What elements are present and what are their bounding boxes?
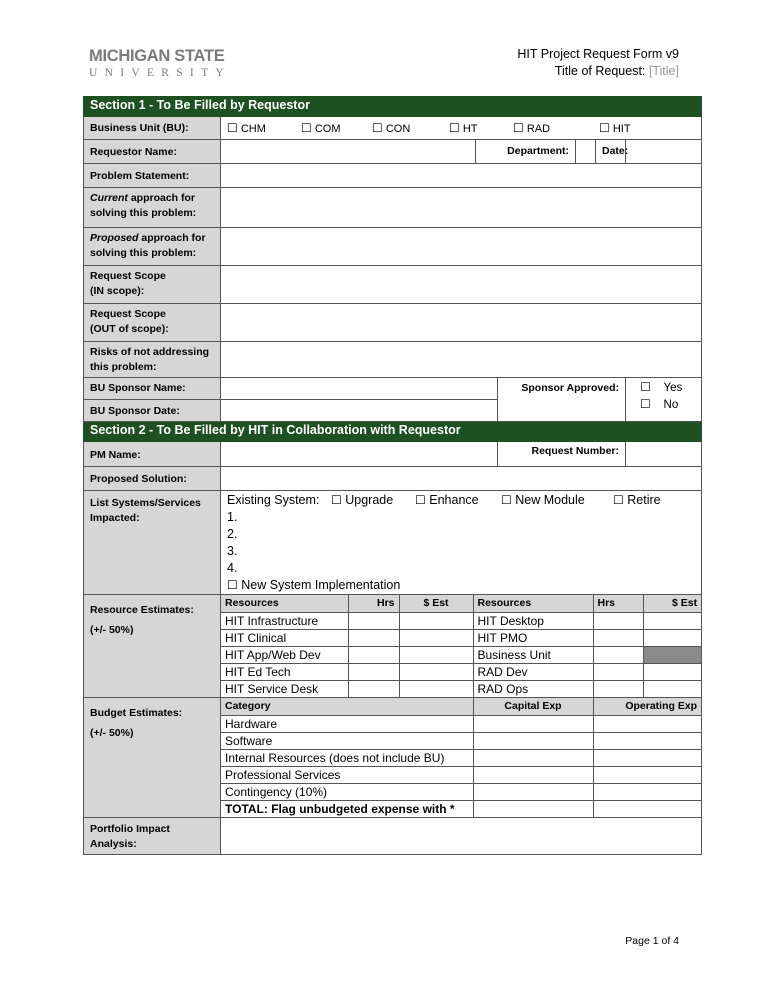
budget-header-category: Category [221,698,473,715]
sponsor-yes-option[interactable]: ☐ Yes [640,380,683,394]
form-name: HIT Project Request Form v9 [517,47,679,61]
business-unit-options [221,117,702,140]
title-placeholder[interactable]: [Title] [648,64,679,78]
bu-option-con[interactable]: ☐ CON [372,121,411,135]
resource-right: RAD Dev [473,663,593,680]
capital-total-cell[interactable] [473,800,593,817]
business-unit-label: Business Unit (BU): [84,117,221,140]
resource-right: HIT PMO [473,629,593,646]
bu-option-chm[interactable]: ☐ CHM [227,121,266,135]
current-approach-field[interactable] [221,188,702,228]
sponsor-no-option[interactable]: ☐ No [640,397,679,411]
budget-row [221,749,701,766]
system-option-new-module[interactable]: ☐ New Module [501,493,585,507]
page-number: Page 1 of 4 [625,935,679,947]
section-1-heading: Section 1 - To Be Filled by Requestor [84,97,702,117]
scope-out-label: Request Scope (OUT of scope): [84,304,221,342]
resource-row [221,612,701,629]
resource-left: HIT App/Web Dev [221,646,348,663]
hrs-cell[interactable] [348,612,399,629]
hrs-cell[interactable] [348,646,399,663]
resource-left: HIT Ed Tech [221,663,348,680]
problem-statement-label: Problem Statement: [84,164,221,188]
date-label: Date: [596,140,626,164]
pm-name-label: PM Name: [84,442,221,467]
budget-category: Hardware [221,715,473,732]
date-field[interactable] [626,140,702,164]
existing-system-row [227,492,695,509]
system-option-retire[interactable]: ☐ Retire [613,493,661,507]
budget-table [221,698,701,817]
res-header-est: $ Est [399,595,473,612]
budget-total-label: TOTAL: Flag unbudgeted expense with * [221,800,473,817]
bu-sponsor-name-field[interactable] [221,378,498,400]
system-option-enhance[interactable]: ☐ Enhance [415,493,479,507]
hrs-cell[interactable] [348,680,399,697]
resource-right: HIT Desktop [473,612,593,629]
department-label: Department: [476,140,576,164]
budget-header-capital: Capital Exp [473,698,593,715]
problem-statement-field[interactable] [221,164,702,188]
scope-in-field[interactable] [221,266,702,304]
resource-right: RAD Ops [473,680,593,697]
pm-name-field[interactable] [221,442,498,467]
requestor-name-label: Requestor Name: [84,140,221,164]
logo-line-2: UNIVERSITY [89,67,231,79]
resource-left: HIT Service Desk [221,680,348,697]
bu-option-hit[interactable]: ☐ HIT [599,121,631,135]
capital-cell[interactable] [473,766,593,783]
proposed-approach-label: Proposed approach for solving this problem: [84,228,221,266]
scope-in-label: Request Scope (IN scope): [84,266,221,304]
portfolio-impact-field[interactable] [221,818,702,855]
hrs-cell[interactable] [593,629,643,646]
bu-sponsor-date-label: BU Sponsor Date: [84,400,221,422]
system-line-4[interactable]: 4. [227,561,238,575]
hrs-cell[interactable] [348,629,399,646]
capital-cell[interactable] [473,749,593,766]
bu-option-com[interactable]: ☐ COM [301,121,341,135]
operating-cell[interactable] [593,766,701,783]
budget-row [221,783,701,800]
request-title[interactable] [517,63,679,80]
capital-cell[interactable] [473,732,593,749]
title-label: Title of Request: [554,64,646,78]
est-cell[interactable] [399,646,473,663]
request-number-label: Request Number: [498,442,626,467]
system-line-3[interactable]: 3. [227,544,238,558]
risks-label: Risks of not addressing this problem: [84,342,221,378]
systems-impacted-label: List Systems/Services Impacted: [84,491,221,595]
resource-table [221,595,701,697]
bu-option-rad[interactable]: ☐ RAD [513,121,551,135]
res-header-hrs: Hrs [348,595,399,612]
budget-category: Contingency (10%) [221,783,473,800]
systems-impacted-field [221,491,702,595]
res-header-hrs-2: Hrs [593,595,643,612]
operating-total-cell[interactable] [593,800,701,817]
res-header-resources-2: Resources [473,595,593,612]
system-line-1[interactable]: 1. [227,510,238,524]
requestor-name-field[interactable] [221,140,476,164]
portfolio-impact-label: Portfolio Impact Analysis: [84,818,221,855]
section-2-heading: Section 2 - To Be Filled by HIT in Collaboration with Requestor [84,422,702,442]
hrs-cell[interactable] [348,663,399,680]
proposed-solution-field[interactable] [221,467,702,491]
hrs-cell[interactable] [593,680,643,697]
budget-row [221,715,701,732]
sponsor-approved-options [626,378,702,422]
budget-row [221,732,701,749]
budget-category: Software [221,732,473,749]
risks-field[interactable] [221,342,702,378]
msu-logo [89,47,231,80]
budget-category: Internal Resources (does not include BU) [221,749,473,766]
est-cell[interactable] [643,629,701,646]
proposed-solution-label: Proposed Solution: [84,467,221,491]
budget-category: Professional Services [221,766,473,783]
est-cell[interactable] [399,663,473,680]
bu-option-ht[interactable]: ☐ HT [449,121,478,135]
resource-row [221,646,701,663]
resource-left: HIT Clinical [221,629,348,646]
capital-cell[interactable] [473,783,593,800]
budget-row [221,766,701,783]
sponsor-approved-label: Sponsor Approved: [498,378,626,422]
proposed-approach-field[interactable] [221,228,702,266]
department-field[interactable] [576,140,596,164]
budget-estimates-block [221,698,702,818]
hrs-cell[interactable] [593,612,643,629]
new-system-option[interactable]: ☐ New System Implementation [227,578,401,592]
resource-row [221,629,701,646]
hrs-cell[interactable] [593,646,643,663]
hrs-cell[interactable] [593,663,643,680]
document-header [517,46,679,80]
logo-line-1: MICHIGAN STATE [89,47,225,65]
operating-cell[interactable] [593,715,701,732]
scope-out-field[interactable] [221,304,702,342]
existing-system-label: Existing System: [227,493,320,507]
budget-header-operating: Operating Exp [593,698,701,715]
operating-cell[interactable] [593,732,701,749]
est-cell[interactable] [399,680,473,697]
resource-row [221,680,701,697]
bu-sponsor-date-field[interactable] [221,400,498,422]
system-line-2[interactable]: 2. [227,527,238,541]
operating-cell[interactable] [593,749,701,766]
budget-total-row [221,800,701,817]
res-header-est-2: $ Est [643,595,701,612]
est-cell[interactable] [399,629,473,646]
est-cell[interactable] [643,612,701,629]
system-option-upgrade[interactable]: ☐ Upgrade [331,493,394,507]
est-cell[interactable] [399,612,473,629]
request-form [83,96,701,855]
budget-estimates-label: Budget Estimates: (+/- 50%) [84,698,221,818]
resource-estimates-label: Resource Estimates: (+/- 50%) [84,595,221,698]
resource-right: Business Unit [473,646,593,663]
est-cell[interactable] [643,663,701,680]
operating-cell[interactable] [593,783,701,800]
est-cell-shaded [643,646,701,663]
request-number-field[interactable] [626,442,702,467]
est-cell[interactable] [643,680,701,697]
resource-left: HIT Infrastructure [221,612,348,629]
capital-cell[interactable] [473,715,593,732]
resource-estimates-block [221,595,702,698]
current-approach-label: Current approach for solving this problem: [84,188,221,228]
res-header-resources: Resources [221,595,348,612]
bu-sponsor-name-label: BU Sponsor Name: [84,378,221,400]
resource-row [221,663,701,680]
